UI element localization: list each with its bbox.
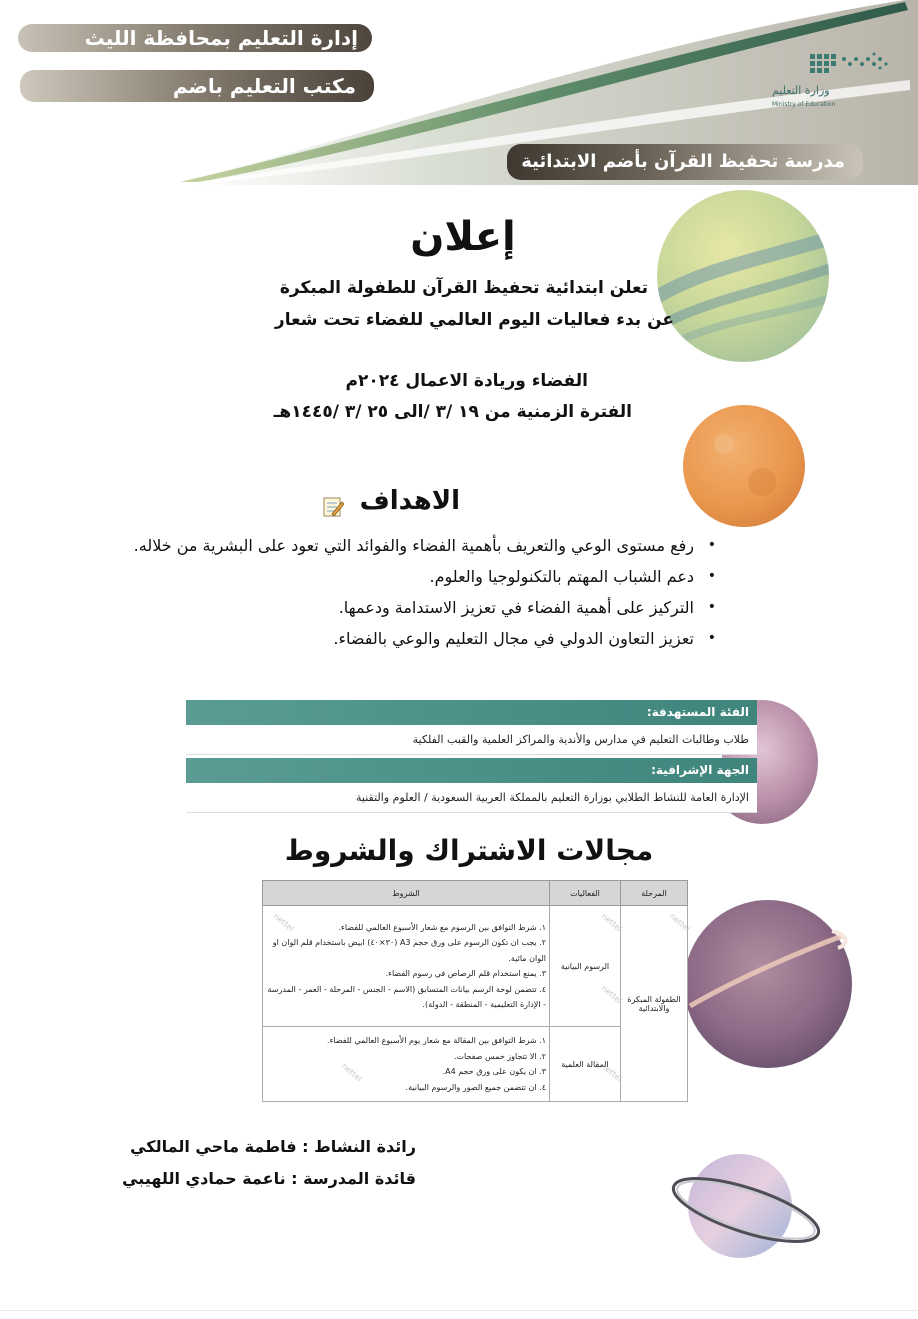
watermark: nettel — [667, 911, 692, 934]
goal-item: • التركيز على أهمية الفضاء في تعزيز الاستدامة ودعمها. — [40, 592, 720, 623]
activity-cell: الرسوم البيانية — [550, 906, 621, 1027]
activity-leader-signature: رائدة النشاط : فاطمة ماحي المالكي — [130, 1137, 416, 1156]
column-header-stage: المرحلة — [621, 881, 688, 906]
goals-list — [40, 530, 720, 654]
column-header-conditions: الشروط — [263, 881, 550, 906]
education-admin-banner: إدارة التعليم بمحافظة الليث — [18, 24, 372, 52]
announcement-title: إعلان — [410, 214, 516, 260]
goals-title: الاهداف — [359, 486, 460, 516]
conditions-cell — [263, 906, 550, 1027]
table-row — [263, 906, 688, 1027]
activity-cell: المقالة العلمية — [550, 1027, 621, 1102]
condition-item: ٢. الا تتجاوز خمس صفحات. — [453, 1051, 546, 1061]
condition-item: ٤. تتضمن لوحة الرسم بيانات المتسابق (الاسم - الجنس - المرحلة - العمر - المدرسة - الإدارة التعليمية - المنطقة - الدولة). — [267, 984, 546, 1009]
condition-item: ١. شرط التوافق بين المقالة مع شعار يوم الأسبوع العالمي للفضاء. — [327, 1036, 546, 1045]
ministry-name-ar: وزارة التعليم — [772, 84, 830, 97]
watermark: nettel — [271, 911, 296, 934]
condition-item: ٢. يجب ان تكون الرسوم على ورق حجم A3 (٣٠×٤٠) ابيض باستخدام قلم الوان او الوان مائية. — [272, 938, 546, 963]
ministry-logo — [808, 50, 890, 78]
condition-item: ٣. يمنع استخدام قلم الرصاص في رسوم الفضاء. — [385, 969, 546, 978]
announcement-line-1: تعلن ابتدائية تحفيظ القرآن للطفولة المبكرة — [279, 278, 648, 298]
condition-item: ١. شرط التوافق بين الرسوم مع شعار الأسبوع العالمي للفضاء. — [338, 922, 546, 932]
planet-orange-image — [682, 404, 806, 528]
planet-ringed-image — [682, 896, 854, 1072]
watermark: nettel — [599, 983, 624, 1006]
announcement-line-2: عن بدء فعاليات اليوم العالمي للفضاء تحت شعار — [274, 310, 674, 330]
memo-icon — [322, 496, 344, 518]
planet-small-ringed-image — [668, 1144, 828, 1268]
supervisor-value: الإدارة العامة للنشاط الطلابي بوزارة التعليم بالمملكة العربية السعودية / العلوم والتقنية — [186, 783, 757, 813]
conditions-cell — [263, 1027, 550, 1102]
table-header-row — [263, 881, 688, 906]
stage-cell: الطفولة المبكرة والابتدائية — [621, 906, 688, 1102]
announcement-slogan: الفضاء وريادة الاعمال ٢٠٢٤م — [345, 371, 588, 391]
goal-item: • دعم الشباب المهتم بالتكنولوجيا والعلوم. — [40, 561, 720, 592]
conditions-table — [262, 880, 688, 1102]
announcement-period: الفترة الزمنية من ١٩ /٣ /الى ٢٥ /٣ /١٤٤٥هـ — [273, 402, 632, 422]
ministry-name-en: Ministry of Education — [772, 101, 836, 108]
principal-signature: قائدة المدرسة : ناعمة حمادي اللهيبي — [122, 1169, 416, 1188]
education-office-banner: مكتب التعليم باضم — [20, 70, 374, 102]
condition-item: ٤. ان تتضمن جميع الصور والرسوم البيانية. — [405, 1082, 546, 1092]
watermark: nettel — [339, 1061, 364, 1084]
ministry-dots-icon — [808, 50, 890, 78]
footer-divider — [0, 1310, 918, 1311]
school-name-banner: مدرسة تحفيظ القرآن بأضم الابتدائية — [507, 144, 863, 180]
target-audience-header: الفئة المستهدفة: — [186, 700, 757, 725]
watermark: nettel — [599, 911, 624, 934]
goal-item: • رفع مستوى الوعي والتعريف بأهمية الفضاء والفوائد التي تعود على البشرية من خلاله. — [40, 530, 720, 561]
goal-item: • تعزيز التعاون الدولي في مجال التعليم والوعي بالفضاء. — [40, 623, 720, 654]
supervisor-header: الجهة الإشرافية: — [186, 758, 757, 783]
watermark: nettel — [599, 1061, 624, 1084]
target-audience-value: طلاب وطالبات التعليم في مدارس والأندية والمراكز العلمية والقبب الفلكية — [186, 725, 757, 755]
participation-title: مجالات الاشتراك والشروط — [284, 834, 654, 867]
column-header-activity: الفعاليات — [550, 881, 621, 906]
condition-item: ٣. ان يكون على ورق حجم A4. — [442, 1067, 546, 1076]
